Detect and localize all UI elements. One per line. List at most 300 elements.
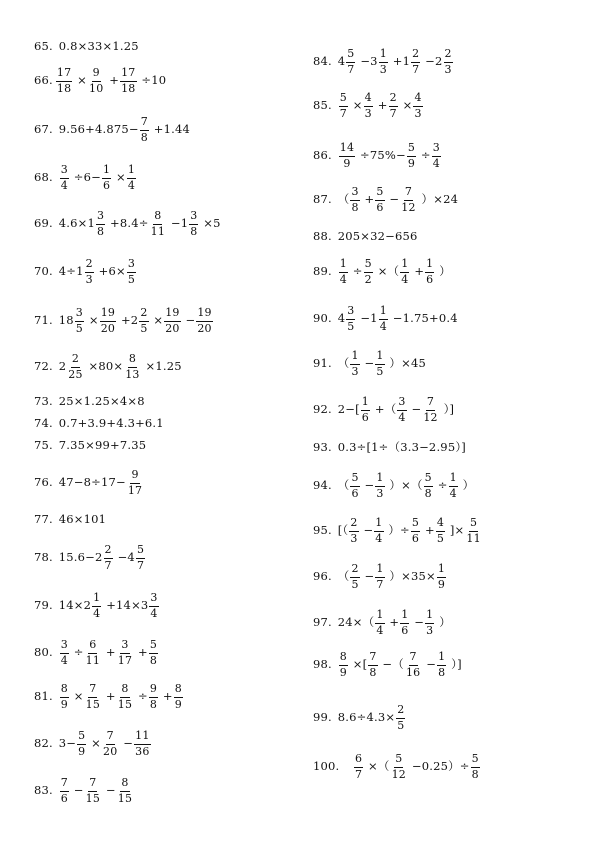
fraction-denominator: 3 [376,486,384,500]
problem-number: 67. [34,122,53,137]
fraction [432,142,441,169]
problem-number: 98. [313,657,332,672]
expression-text: +1.44 [149,122,191,137]
fraction-numerator: 4 [364,92,373,106]
fraction-numerator: 3 [96,210,105,224]
problem-97 [313,608,451,637]
fraction-numerator: 5 [424,472,433,486]
fraction [346,305,355,332]
expression-text: （ [333,192,350,207]
problem-number: 85. [313,98,332,113]
fraction-denominator: 4 [449,486,457,500]
expression-text: × [87,736,102,751]
fraction-denominator: 12 [401,200,416,214]
fraction-numerator: 5 [77,730,86,744]
fraction-denominator: 4 [398,410,406,424]
fraction-numerator: 7 [426,396,435,410]
fraction-numerator: 19 [164,307,180,321]
problem-number: 82. [34,736,53,751]
expression-text: ）×24 [417,192,459,207]
fraction [391,753,407,780]
fraction [424,472,433,499]
fraction [436,517,445,544]
fraction [425,258,434,285]
fraction [346,48,355,75]
problem-number: 75. [34,438,53,453]
fraction-numerator: 5 [394,753,403,767]
problem-number: 69. [34,216,53,231]
expression-text [334,266,338,278]
problem-86 [313,141,442,170]
expression-text: +8.4÷ [106,216,149,231]
problem-number: 77. [34,512,53,527]
fraction [75,307,84,334]
problem-number: 91. [313,356,332,371]
problem-number: 93. [313,440,332,455]
fraction-denominator: 7 [354,767,363,781]
expression-text: 18 [54,313,74,328]
expression-text [334,659,338,671]
fraction-numerator: 1 [92,592,101,606]
fraction [364,92,373,119]
expression-text: 0.8×33×1.25 [54,39,139,54]
expression-text: ）] [439,402,455,417]
fraction-numerator: 7 [88,683,97,697]
fraction [60,639,69,666]
fraction [124,353,140,380]
problem-number: 81. [34,689,53,704]
fraction-denominator: 6 [361,410,369,424]
fraction-denominator: 4 [150,606,158,620]
fraction [339,142,355,169]
expression-text: − [360,569,375,584]
fraction [375,472,384,499]
expression-text: × [112,170,126,185]
fraction-numerator: 7 [409,651,418,665]
fraction-numerator: 7 [368,651,377,665]
fraction-denominator: 9 [437,577,446,591]
fraction-denominator: 5 [376,364,384,378]
fraction [397,396,406,423]
fraction-denominator: 9 [174,697,182,711]
fraction [104,544,113,571]
expression-text: 8.6÷4.3× [333,710,396,725]
fraction [375,350,384,377]
fraction-numerator: 1 [400,258,409,272]
fraction-denominator: 9 [339,665,347,679]
expression-text: ×（ [364,759,390,774]
fraction [350,186,359,213]
fraction-numerator: 1 [425,258,434,272]
expression-text: ）×35× [385,569,436,584]
problem-76 [34,468,144,497]
fraction-numerator: 7 [404,186,413,200]
fraction-numerator: 8 [120,777,129,791]
problem-67 [34,115,191,144]
fraction [350,472,359,499]
expression-text: × [348,98,363,113]
expression-text: +（ [371,402,397,417]
expression-text: × [149,313,164,328]
problem-93 [313,438,466,458]
fraction-denominator: 4 [375,531,383,545]
problem-90 [313,304,458,333]
fraction-numerator: 8 [174,683,183,697]
expression-text: + [385,615,400,630]
expression-text: −1 [356,311,378,326]
fraction-numerator: 1 [339,258,348,272]
fraction-numerator: 5 [339,92,348,106]
fraction-denominator: 36 [135,744,150,758]
expression-text: +14×3 [102,598,149,613]
problem-68 [34,163,137,192]
problem-number: 74. [34,416,53,431]
expression-text: −4 [113,550,135,565]
fraction-numerator: 3 [127,258,136,272]
expression-text: ×80× [84,359,124,374]
fraction [350,350,359,377]
fraction [196,307,212,334]
expression-text: 15.6−2 [54,550,103,565]
fraction-denominator: 16 [405,665,421,679]
fraction [96,210,105,237]
fraction-numerator: 1 [350,350,359,364]
fraction-denominator: 7 [136,558,145,572]
problem-number: 84. [313,54,332,69]
fraction-numerator: 8 [60,683,69,697]
fraction-numerator: 1 [375,350,384,364]
fraction-denominator: 8 [424,486,432,500]
problem-number: 92. [313,402,332,417]
fraction-numerator: 9 [149,683,158,697]
fraction-numerator: 19 [100,307,116,321]
problem-87 [313,185,459,214]
problem-number: 65. [34,39,53,54]
expression-text: −3 [356,54,378,69]
fraction-numerator: 3 [346,305,355,319]
fraction-denominator: 9 [78,744,86,758]
fraction-denominator: 4 [432,156,440,170]
expression-text: ×5 [199,216,221,231]
problem-number: 66. [34,73,53,88]
fraction-numerator: 9 [92,67,101,81]
problem-98 [313,650,462,679]
fraction [127,258,136,285]
fraction-denominator: 8 [149,697,158,711]
fraction-numerator: 1 [102,164,111,178]
fraction-numerator: 5 [350,472,359,486]
problem-79 [34,591,160,620]
fraction-denominator: 9 [60,697,68,711]
expression-text: × [69,689,84,704]
fraction [150,210,166,237]
fraction-numerator: 5 [469,517,478,531]
fraction [102,164,111,191]
expression-text: − [181,313,196,328]
expression-text: 4÷1 [54,264,84,279]
fraction-denominator: 2 [364,272,372,286]
fraction-denominator: 25 [68,367,83,381]
fraction [471,753,480,780]
expression-text: 3− [54,736,77,751]
fraction-denominator: 3 [350,531,358,545]
fraction [102,730,118,757]
fraction [60,777,69,804]
fraction [85,639,101,666]
problem-96 [313,562,447,591]
fraction-denominator: 4 [93,606,101,620]
problem-66 [34,66,167,95]
problem-88 [313,227,418,247]
expression-text: + [134,645,148,660]
fraction-denominator: 7 [339,106,347,120]
expression-text: 0.7+3.9+4.3+6.1 [54,416,164,431]
problem-number: 88. [313,229,332,244]
fraction [400,258,409,285]
expression-text: 2−[ [333,402,360,417]
fraction [60,683,69,710]
problem-number: 72. [34,359,53,374]
fraction-numerator: 17 [56,67,72,81]
fraction-numerator: 2 [396,704,405,718]
fraction [140,116,149,143]
fraction-numerator: 3 [120,639,129,653]
problem-80 [34,638,159,667]
fraction-numerator: 2 [411,48,420,62]
expression-text: ]× [446,523,465,538]
expression-text: −0.25）÷ [408,759,470,774]
expression-text: + [410,264,425,279]
expression-text: − [119,736,134,751]
problem-83 [34,776,134,805]
expression-text: − [385,192,400,207]
fraction-numerator: 8 [128,353,137,367]
fraction-denominator: 5 [127,272,136,286]
expression-text: − [407,402,422,417]
fraction-numerator: 2 [71,353,80,367]
fraction-denominator: 6 [411,531,420,545]
expression-text [55,172,59,184]
fraction-numerator: 7 [106,730,115,744]
fraction [339,92,348,119]
fraction-denominator: 13 [125,367,140,381]
fraction [339,258,348,285]
fraction-numerator: 5 [346,48,355,62]
expression-text: + [102,689,116,704]
problem-72 [34,352,182,381]
fraction-numerator: 11 [134,730,150,744]
fraction-denominator: 18 [56,81,72,95]
fraction-denominator: 6 [376,200,384,214]
expression-text: 47−8÷17− [54,475,126,490]
expression-text: − [102,783,116,798]
fraction [120,67,136,94]
problem-number: 86. [313,148,332,163]
fraction [100,307,116,334]
fraction-numerator: 1 [374,517,383,531]
fraction-numerator: 1 [379,48,388,62]
fraction-denominator: 20 [103,744,118,758]
fraction [92,592,101,619]
expression-text: + [360,192,375,207]
problem-74 [34,414,164,434]
fraction [411,517,420,544]
fraction-denominator: 5 [436,531,445,545]
fraction-denominator: 6 [426,272,434,286]
fraction-denominator: 8 [190,224,198,238]
problem-number: 79. [34,598,53,613]
fraction-denominator: 4 [379,319,387,333]
fraction [407,142,416,169]
fraction [139,307,148,334]
fraction-denominator: 8 [140,130,148,144]
fraction-denominator: 20 [100,321,116,335]
expression-text: ×1.25 [141,359,182,374]
fraction [405,651,421,678]
fraction-numerator: 8 [120,683,129,697]
fraction-denominator: 3 [414,106,422,120]
expression-text: （ [333,569,350,584]
fraction-numerator: 5 [375,186,384,200]
expression-text: ÷ [417,148,431,163]
fraction-numerator: 3 [350,186,359,200]
fraction-denominator: 7 [376,577,384,591]
expression-text [55,785,59,797]
fraction-denominator: 7 [104,558,112,572]
fraction-numerator: 3 [432,142,441,156]
fraction-denominator: 8 [438,665,446,679]
fraction [117,639,133,666]
fraction-numerator: 2 [85,258,94,272]
fraction [127,164,136,191]
fraction-denominator: 4 [376,623,384,637]
fraction-denominator: 5 [347,319,355,333]
fraction [422,396,438,423]
fraction-denominator: 15 [85,697,101,711]
expression-text: ） [435,615,451,630]
fraction [174,683,183,710]
expression-text: −（ [378,657,404,672]
fraction-denominator: 8 [471,767,479,781]
problem-number: 94. [313,478,332,493]
fraction [85,683,101,710]
fraction-denominator: 18 [121,81,136,95]
expression-text: ） [458,478,475,493]
fraction-denominator: 9 [407,156,416,170]
expression-text: ×（ [373,264,400,279]
problem-95 [313,516,483,545]
fraction-numerator: 5 [136,544,145,558]
fraction-denominator: 4 [127,178,136,192]
fraction [134,730,150,757]
fraction-numerator: 2 [349,517,358,531]
fraction-denominator: 4 [60,653,68,667]
problem-73 [34,392,145,412]
problem-91 [313,349,426,378]
problem-84 [313,47,454,76]
problem-70 [34,257,137,286]
fraction-denominator: 11 [150,224,166,238]
fraction [411,48,420,75]
fraction-denominator: 7 [347,62,355,76]
expression-text [334,150,338,162]
problem-number: 97. [313,615,332,630]
fraction-denominator: 6 [401,623,409,637]
expression-text: ÷ [134,689,148,704]
expression-text: ÷10 [137,73,167,88]
fraction [389,92,398,119]
problem-78 [34,543,146,572]
fraction-numerator: 17 [120,67,136,81]
problem-77 [34,510,106,530]
fraction-denominator: 8 [97,224,105,238]
fraction [189,210,198,237]
fraction-numerator: 1 [375,472,384,486]
fraction-numerator: 2 [389,92,398,106]
fraction [350,563,359,590]
expression-text: − [410,615,425,630]
problem-81 [34,682,184,711]
fraction-denominator: 6 [351,486,359,500]
fraction-numerator: 5 [471,753,480,767]
fraction-denominator: 11 [85,653,101,667]
expression-text: 14×2 [54,598,92,613]
expression-text: ÷75%− [356,148,406,163]
expression-text: ÷ [433,478,448,493]
fraction-numerator: 14 [339,142,355,156]
fraction-denominator: 5 [140,321,148,335]
fraction [56,67,72,94]
problem-number: 68. [34,170,53,185]
fraction-denominator: 15 [117,697,133,711]
expression-text [341,761,353,773]
fraction-numerator: 5 [364,258,373,272]
expression-text: 0.3÷[1÷（3.3−2.95）] [333,440,466,455]
expression-text: − [360,356,375,371]
fraction [379,305,388,332]
fraction-numerator: 3 [149,592,158,606]
expression-text: × [398,98,413,113]
fraction [413,92,422,119]
expression-text: + [105,73,120,88]
fraction [339,651,348,678]
fraction-denominator: 11 [466,531,481,545]
fraction [400,609,409,636]
expression-text: × [73,73,87,88]
fraction [375,186,384,213]
fraction [136,544,145,571]
fraction [77,730,86,757]
fraction-denominator: 7 [412,62,420,76]
problem-71 [34,306,214,335]
fraction [375,563,384,590]
fraction-numerator: 1 [361,396,370,410]
fraction-numerator: 6 [354,753,363,767]
problem-65 [34,37,139,57]
fraction [117,777,133,804]
fraction [60,164,69,191]
fraction-numerator: 8 [339,651,348,665]
problem-number: 95. [313,523,332,538]
fraction-numerator: 3 [75,307,84,321]
fraction-numerator: 2 [350,563,359,577]
fraction [88,67,104,94]
expression-text: ）÷ [384,523,410,538]
problem-number: 71. [34,313,53,328]
fraction [374,517,383,544]
expression-text: 46×101 [54,512,107,527]
fraction-denominator: 5 [75,321,83,335]
